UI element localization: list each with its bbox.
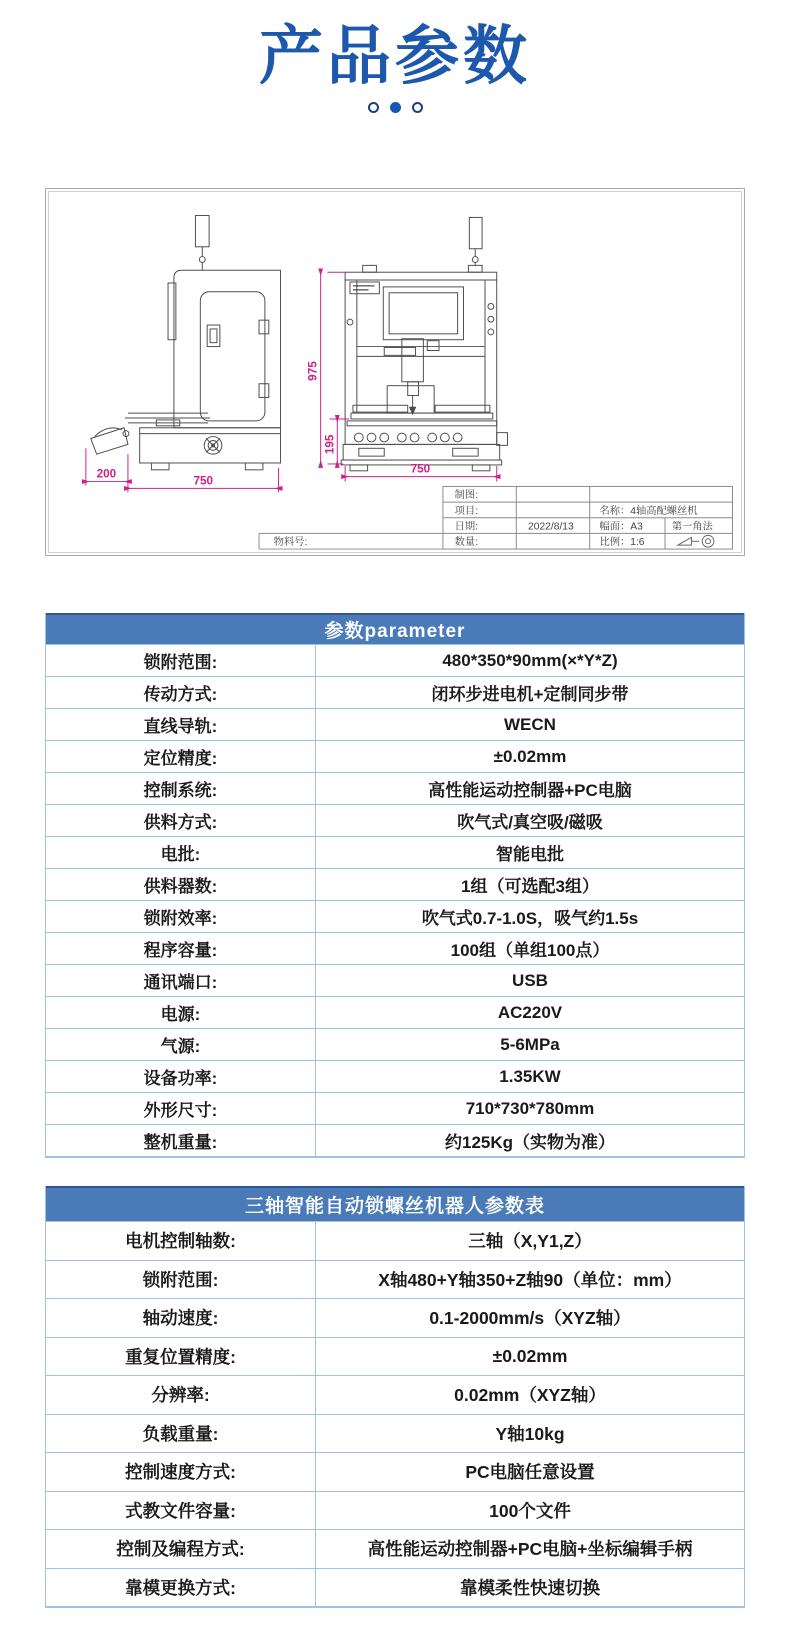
spec-label: 重复位置精度: bbox=[46, 1338, 316, 1376]
spec-label: 控制系统: bbox=[46, 773, 316, 804]
spec-row bbox=[46, 996, 744, 1028]
spec-row bbox=[46, 1375, 744, 1414]
spec-table-robot bbox=[45, 1186, 745, 1608]
page-title: 产品参数 bbox=[259, 20, 531, 92]
carousel-dot[interactable] bbox=[368, 102, 379, 113]
spec-row bbox=[46, 836, 744, 868]
spec-label: 电批: bbox=[46, 837, 316, 868]
front-view-drawing bbox=[341, 217, 507, 470]
spec-label: 式教文件容量: bbox=[46, 1492, 316, 1530]
spec-value: 高性能运动控制器+PC电脑+坐标编辑手柄 bbox=[367, 1539, 693, 1560]
spec-value: 1组（可选配3组） bbox=[461, 877, 599, 896]
spec-value: Y轴10kg bbox=[495, 1423, 565, 1444]
tb-scale-value: 比例：1:6 bbox=[599, 537, 645, 549]
spec-row bbox=[46, 932, 744, 964]
spec-value: 100组（单组100点） bbox=[450, 941, 610, 960]
spec-value: AC220V bbox=[497, 1002, 563, 1022]
tb-name-value: 名称：4轴高配螺丝机 bbox=[599, 505, 698, 517]
carousel-dot[interactable] bbox=[390, 102, 401, 113]
spec-row bbox=[46, 1529, 744, 1568]
spec-value: 1.35KW bbox=[499, 1066, 561, 1086]
first-angle-projection-icon bbox=[678, 535, 714, 547]
spec-row bbox=[46, 1491, 744, 1530]
spec-row bbox=[46, 900, 744, 932]
spec-row bbox=[46, 1221, 744, 1260]
spec-table-header: 参数parameter bbox=[46, 613, 744, 644]
spec-label: 供料器数: bbox=[46, 869, 316, 900]
tb-qty-label: 数量: bbox=[454, 537, 479, 549]
spec-value: 智能电批 bbox=[496, 845, 564, 864]
tb-projection-value: 第一角法 bbox=[671, 521, 713, 533]
spec-row bbox=[46, 740, 744, 772]
spec-label: 控制及编程方式: bbox=[46, 1530, 316, 1568]
spec-value: 0.1-2000mm/s（XYZ轴） bbox=[429, 1308, 631, 1329]
carousel-dots bbox=[0, 102, 790, 113]
spec-label: 电机控制轴数: bbox=[46, 1222, 316, 1260]
spec-label: 锁附范围: bbox=[46, 645, 316, 676]
spec-value: USB bbox=[512, 970, 548, 990]
spec-value: 闭环步进电机+定制同步带 bbox=[431, 685, 629, 704]
tb-date-label: 日期: bbox=[454, 521, 479, 533]
carousel-dot[interactable] bbox=[412, 102, 423, 113]
spec-value: 吹气式0.7-1.0S，吸气约1.5s bbox=[421, 909, 639, 928]
spec-row bbox=[46, 804, 744, 836]
spec-row bbox=[46, 708, 744, 740]
spec-label: 锁附范围: bbox=[46, 1261, 316, 1299]
spec-row bbox=[46, 1414, 744, 1453]
spec-label: 锁附效率: bbox=[46, 901, 316, 932]
spec-value: 约125Kg（实物为准） bbox=[444, 1133, 616, 1152]
spec-row bbox=[46, 1452, 744, 1491]
spec-row bbox=[46, 1568, 744, 1607]
spec-label: 通讯端口: bbox=[46, 965, 316, 996]
spec-row bbox=[46, 676, 744, 708]
technical-drawing bbox=[49, 192, 741, 552]
tb-sheet-value: 幅面：A3 bbox=[599, 521, 643, 533]
spec-label: 分辨率: bbox=[46, 1376, 316, 1414]
spec-value: 三轴（X,Y1,Z） bbox=[468, 1231, 592, 1252]
spec-value: X轴480+Y轴350+Z轴90（单位：mm） bbox=[378, 1269, 682, 1290]
spec-label: 定位精度: bbox=[46, 741, 316, 772]
spec-value: 100个文件 bbox=[489, 1500, 571, 1521]
spec-table-general bbox=[45, 613, 745, 1158]
spec-label: 设备功率: bbox=[46, 1061, 316, 1092]
spec-value: ±0.02mm bbox=[492, 1345, 568, 1366]
spec-row bbox=[46, 1298, 744, 1337]
spec-table-header: 三轴智能自动锁螺丝机器人参数表 bbox=[46, 1186, 744, 1221]
spec-row bbox=[46, 644, 744, 676]
drawing-panel bbox=[45, 188, 745, 556]
tb-draw-label: 制图: bbox=[454, 490, 479, 502]
spec-row bbox=[46, 1260, 744, 1299]
dimension-label-height: 975 bbox=[306, 361, 320, 381]
tb-material-label: 物料号: bbox=[273, 537, 308, 549]
spec-label: 气源: bbox=[46, 1029, 316, 1060]
spec-value: 靠模柔性快速切换 bbox=[460, 1577, 600, 1598]
spec-row bbox=[46, 1124, 744, 1156]
spec-label: 供料方式: bbox=[46, 805, 316, 836]
spec-label: 电源: bbox=[46, 997, 316, 1028]
spec-value: ±0.02mm bbox=[493, 746, 567, 766]
dimension-lines bbox=[86, 272, 497, 492]
spec-value: 0.02mm（XYZ轴） bbox=[454, 1385, 606, 1406]
spec-label: 轴动速度: bbox=[46, 1299, 316, 1337]
spec-value: 480*350*90mm(×*Y*Z) bbox=[442, 650, 618, 670]
spec-value: 710*730*780mm bbox=[465, 1098, 595, 1118]
spec-row bbox=[46, 772, 744, 804]
spec-label: 直线导轨: bbox=[46, 709, 316, 740]
spec-label: 靠模更换方式: bbox=[46, 1569, 316, 1607]
spec-row bbox=[46, 964, 744, 996]
spec-label: 程序容量: bbox=[46, 933, 316, 964]
spec-label: 外形尺寸: bbox=[46, 1093, 316, 1124]
tb-project-label: 项目: bbox=[454, 505, 479, 517]
spec-label: 负载重量: bbox=[46, 1415, 316, 1453]
spec-label: 传动方式: bbox=[46, 677, 316, 708]
spec-value: PC电脑任意设置 bbox=[465, 1462, 595, 1483]
dimension-label-base-height: 195 bbox=[323, 434, 337, 455]
drawing-frame bbox=[48, 191, 742, 553]
tb-date-value: 2022/8/13 bbox=[528, 521, 574, 533]
spec-value: 5-6MPa bbox=[500, 1034, 560, 1054]
spec-value: 吹气式/真空吸/磁吸 bbox=[457, 813, 603, 832]
title-block bbox=[259, 486, 732, 549]
dimension-label-side-width: 750 bbox=[193, 474, 214, 488]
spec-value: WECN bbox=[504, 714, 556, 734]
spec-label: 控制速度方式: bbox=[46, 1453, 316, 1491]
spec-row bbox=[46, 1060, 744, 1092]
spec-row bbox=[46, 1337, 744, 1376]
spec-label: 整机重量: bbox=[46, 1125, 316, 1156]
spec-row bbox=[46, 1092, 744, 1124]
spec-row bbox=[46, 1028, 744, 1060]
spec-value: 高性能运动控制器+PC电脑 bbox=[428, 781, 632, 800]
dimension-label-front-width: 750 bbox=[410, 462, 431, 476]
dimension-label-depth: 200 bbox=[96, 467, 117, 481]
side-view-drawing bbox=[91, 215, 281, 469]
spec-row bbox=[46, 868, 744, 900]
